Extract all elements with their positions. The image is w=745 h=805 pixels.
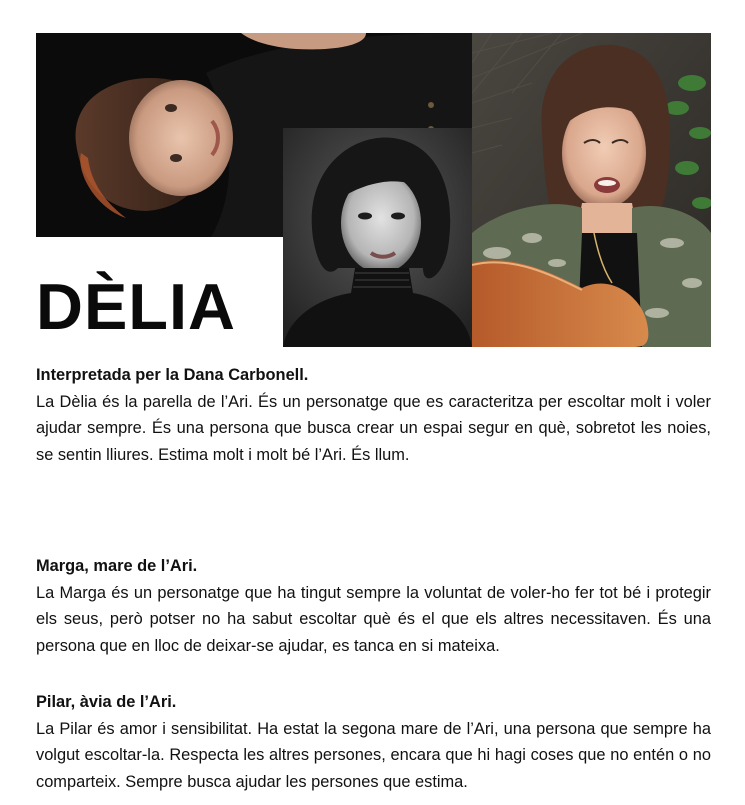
character-section-delia	[36, 362, 711, 468]
photo-portrait	[283, 128, 472, 347]
photo-guitar-image	[472, 33, 711, 347]
character-section-marga	[36, 553, 711, 659]
section-body: La Pilar és amor i sensibilitat. Ha estat la segona mare de l’Ari, una persona que sempre ha volgut escoltar-la. Respecta les altres persones, encara que hi hagi coses que no entén o no comparteix. Sempre busca ajudar les persones que estima.	[36, 719, 711, 791]
section-heading: Pilar, àvia de l’Ari.	[36, 693, 177, 711]
section-body: La Marga és un personatge que ha tingut sempre la voluntat de voler-ho fer tot bé i protegir els seus, però potser no ha sabut escoltar què és el que els altres necessitaven. És una persona que en lloc de deixar-se ajudar, es tanca en si mateixa.	[36, 583, 711, 655]
section-body: La Dèlia és la parella de l’Ari. És un personatge que es caracteritza per escoltar molt i voler ajudar sempre. És una persona que busca crear un espai segur en què, sobretot les noies, se sentin lliures. Estima molt i molt bé l’Ari. És llum.	[36, 392, 711, 464]
section-heading: Interpretada per la Dana Carbonell.	[36, 366, 309, 384]
photo-guitar	[472, 33, 711, 347]
page-title: DÈLIA	[36, 270, 236, 343]
character-section-pilar	[36, 689, 711, 795]
photo-portrait-image	[283, 128, 472, 347]
section-heading: Marga, mare de l’Ari.	[36, 557, 198, 575]
